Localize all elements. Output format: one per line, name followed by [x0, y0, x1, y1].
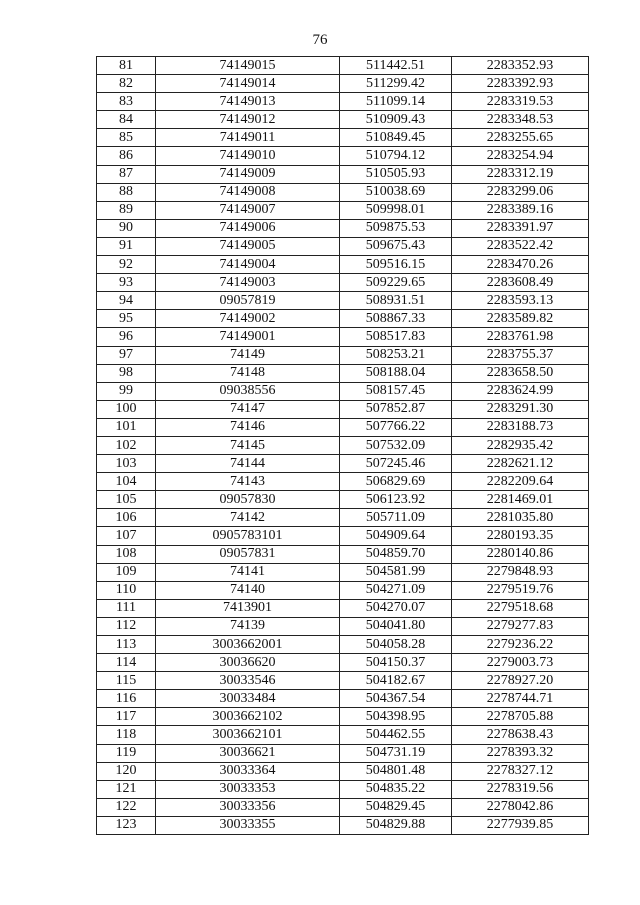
point-id-cell: 74149009: [156, 165, 340, 183]
row-index-cell: 100: [97, 400, 156, 418]
x-coordinate-cell: 504462.55: [340, 726, 452, 744]
y-coordinate-cell: 2278927.20: [452, 672, 589, 690]
y-coordinate-cell: 2282621.12: [452, 455, 589, 473]
y-coordinate-cell: 2283348.53: [452, 111, 589, 129]
table-row: [97, 672, 589, 690]
x-coordinate-cell: 506829.69: [340, 473, 452, 491]
x-coordinate-cell: 504041.80: [340, 617, 452, 635]
row-index-cell: 98: [97, 364, 156, 382]
table-row: [97, 201, 589, 219]
y-coordinate-cell: 2280140.86: [452, 545, 589, 563]
page-number: 76: [312, 32, 328, 48]
table-row: [97, 581, 589, 599]
point-id-cell: 30033546: [156, 672, 340, 690]
row-index-cell: 86: [97, 147, 156, 165]
x-coordinate-cell: 504182.67: [340, 672, 452, 690]
y-coordinate-cell: 2283522.42: [452, 237, 589, 255]
y-coordinate-cell: 2283291.30: [452, 400, 589, 418]
y-coordinate-cell: 2278705.88: [452, 708, 589, 726]
y-coordinate-cell: 2283391.97: [452, 219, 589, 237]
table-row: [97, 364, 589, 382]
y-coordinate-cell: 2283589.82: [452, 310, 589, 328]
point-id-cell: 30033484: [156, 690, 340, 708]
table-row: [97, 473, 589, 491]
row-index-cell: 109: [97, 563, 156, 581]
table-row: [97, 310, 589, 328]
table-row: [97, 617, 589, 635]
y-coordinate-cell: 2277939.85: [452, 816, 589, 834]
point-id-cell: 74141: [156, 563, 340, 581]
x-coordinate-cell: 507766.22: [340, 418, 452, 436]
x-coordinate-cell: 509516.15: [340, 256, 452, 274]
point-id-cell: 74149005: [156, 237, 340, 255]
point-id-cell: 30033355: [156, 816, 340, 834]
row-index-cell: 110: [97, 581, 156, 599]
table-row: [97, 636, 589, 654]
x-coordinate-cell: 504801.48: [340, 762, 452, 780]
table-row: [97, 292, 589, 310]
row-index-cell: 117: [97, 708, 156, 726]
y-coordinate-cell: 2283312.19: [452, 165, 589, 183]
x-coordinate-cell: 509875.53: [340, 219, 452, 237]
point-id-cell: 74149007: [156, 201, 340, 219]
point-id-cell: 74149004: [156, 256, 340, 274]
point-id-cell: 74143: [156, 473, 340, 491]
row-index-cell: 111: [97, 599, 156, 617]
x-coordinate-cell: 508931.51: [340, 292, 452, 310]
point-id-cell: 09057830: [156, 491, 340, 509]
table-row: [97, 816, 589, 834]
row-index-cell: 101: [97, 418, 156, 436]
point-id-cell: 74147: [156, 400, 340, 418]
coordinate-table-body: [97, 57, 589, 835]
table-row: [97, 328, 589, 346]
x-coordinate-cell: 511299.42: [340, 75, 452, 93]
y-coordinate-cell: 2283188.73: [452, 418, 589, 436]
y-coordinate-cell: 2283624.99: [452, 382, 589, 400]
row-index-cell: 104: [97, 473, 156, 491]
x-coordinate-cell: 504581.99: [340, 563, 452, 581]
x-coordinate-cell: 508867.33: [340, 310, 452, 328]
row-index-cell: 107: [97, 527, 156, 545]
y-coordinate-cell: 2279848.93: [452, 563, 589, 581]
y-coordinate-cell: 2283255.65: [452, 129, 589, 147]
point-id-cell: 74149010: [156, 147, 340, 165]
table-row: [97, 274, 589, 292]
point-id-cell: 0905783101: [156, 527, 340, 545]
table-row: [97, 455, 589, 473]
table-row: [97, 527, 589, 545]
x-coordinate-cell: 507245.46: [340, 455, 452, 473]
point-id-cell: 74140: [156, 581, 340, 599]
x-coordinate-cell: 504058.28: [340, 636, 452, 654]
point-id-cell: 74149: [156, 346, 340, 364]
point-id-cell: 3003662102: [156, 708, 340, 726]
x-coordinate-cell: 504150.37: [340, 654, 452, 672]
table-row: [97, 780, 589, 798]
table-row: [97, 183, 589, 201]
row-index-cell: 116: [97, 690, 156, 708]
table-row: [97, 744, 589, 762]
row-index-cell: 103: [97, 455, 156, 473]
x-coordinate-cell: 510038.69: [340, 183, 452, 201]
x-coordinate-cell: 504398.95: [340, 708, 452, 726]
x-coordinate-cell: 504829.88: [340, 816, 452, 834]
coordinate-table: [96, 56, 589, 835]
point-id-cell: 74149003: [156, 274, 340, 292]
row-index-cell: 88: [97, 183, 156, 201]
y-coordinate-cell: 2283608.49: [452, 274, 589, 292]
row-index-cell: 95: [97, 310, 156, 328]
row-index-cell: 113: [97, 636, 156, 654]
x-coordinate-cell: 509998.01: [340, 201, 452, 219]
point-id-cell: 74144: [156, 455, 340, 473]
point-id-cell: 09057819: [156, 292, 340, 310]
table-row: [97, 147, 589, 165]
point-id-cell: 74149002: [156, 310, 340, 328]
row-index-cell: 120: [97, 762, 156, 780]
table-row: [97, 418, 589, 436]
table-row: [97, 129, 589, 147]
row-index-cell: 106: [97, 509, 156, 527]
x-coordinate-cell: 509229.65: [340, 274, 452, 292]
row-index-cell: 118: [97, 726, 156, 744]
point-id-cell: 74146: [156, 418, 340, 436]
row-index-cell: 122: [97, 798, 156, 816]
x-coordinate-cell: 509675.43: [340, 237, 452, 255]
table-row: [97, 346, 589, 364]
x-coordinate-cell: 510505.93: [340, 165, 452, 183]
table-row: [97, 256, 589, 274]
x-coordinate-cell: 508253.21: [340, 346, 452, 364]
y-coordinate-cell: 2282209.64: [452, 473, 589, 491]
x-coordinate-cell: 504270.07: [340, 599, 452, 617]
table-row: [97, 75, 589, 93]
row-index-cell: 112: [97, 617, 156, 635]
point-id-cell: 74149006: [156, 219, 340, 237]
table-row: [97, 545, 589, 563]
y-coordinate-cell: 2281469.01: [452, 491, 589, 509]
row-index-cell: 115: [97, 672, 156, 690]
point-id-cell: 74149012: [156, 111, 340, 129]
x-coordinate-cell: 508517.83: [340, 328, 452, 346]
x-coordinate-cell: 504731.19: [340, 744, 452, 762]
x-coordinate-cell: 510849.45: [340, 129, 452, 147]
row-index-cell: 83: [97, 93, 156, 111]
point-id-cell: 74139: [156, 617, 340, 635]
table-row: [97, 798, 589, 816]
row-index-cell: 114: [97, 654, 156, 672]
x-coordinate-cell: 504829.45: [340, 798, 452, 816]
y-coordinate-cell: 2278319.56: [452, 780, 589, 798]
x-coordinate-cell: 506123.92: [340, 491, 452, 509]
point-id-cell: 74142: [156, 509, 340, 527]
y-coordinate-cell: 2278327.12: [452, 762, 589, 780]
row-index-cell: 121: [97, 780, 156, 798]
table-row: [97, 400, 589, 418]
table-row: [97, 57, 589, 75]
row-index-cell: 87: [97, 165, 156, 183]
x-coordinate-cell: 510909.43: [340, 111, 452, 129]
table-row: [97, 491, 589, 509]
x-coordinate-cell: 504909.64: [340, 527, 452, 545]
y-coordinate-cell: 2283319.53: [452, 93, 589, 111]
table-row: [97, 165, 589, 183]
row-index-cell: 96: [97, 328, 156, 346]
table-row: [97, 436, 589, 454]
coordinate-table-container: [96, 56, 588, 835]
row-index-cell: 89: [97, 201, 156, 219]
point-id-cell: 09057831: [156, 545, 340, 563]
row-index-cell: 105: [97, 491, 156, 509]
x-coordinate-cell: 511099.14: [340, 93, 452, 111]
point-id-cell: 30033353: [156, 780, 340, 798]
point-id-cell: 09038556: [156, 382, 340, 400]
table-row: [97, 690, 589, 708]
row-index-cell: 92: [97, 256, 156, 274]
table-row: [97, 111, 589, 129]
point-id-cell: 74149015: [156, 57, 340, 75]
table-row: [97, 762, 589, 780]
row-index-cell: 97: [97, 346, 156, 364]
point-id-cell: 3003662101: [156, 726, 340, 744]
y-coordinate-cell: 2279003.73: [452, 654, 589, 672]
y-coordinate-cell: 2283761.98: [452, 328, 589, 346]
y-coordinate-cell: 2283352.93: [452, 57, 589, 75]
row-index-cell: 99: [97, 382, 156, 400]
x-coordinate-cell: 508188.04: [340, 364, 452, 382]
row-index-cell: 108: [97, 545, 156, 563]
row-index-cell: 85: [97, 129, 156, 147]
table-row: [97, 654, 589, 672]
x-coordinate-cell: 504835.22: [340, 780, 452, 798]
x-coordinate-cell: 507852.87: [340, 400, 452, 418]
point-id-cell: 74149001: [156, 328, 340, 346]
point-id-cell: 74149014: [156, 75, 340, 93]
y-coordinate-cell: 2283299.06: [452, 183, 589, 201]
table-row: [97, 726, 589, 744]
table-row: [97, 93, 589, 111]
y-coordinate-cell: 2283254.94: [452, 147, 589, 165]
row-index-cell: 123: [97, 816, 156, 834]
row-index-cell: 90: [97, 219, 156, 237]
point-id-cell: 74149011: [156, 129, 340, 147]
point-id-cell: 74148: [156, 364, 340, 382]
table-row: [97, 237, 589, 255]
y-coordinate-cell: 2279277.83: [452, 617, 589, 635]
row-index-cell: 119: [97, 744, 156, 762]
y-coordinate-cell: 2279519.76: [452, 581, 589, 599]
y-coordinate-cell: 2283658.50: [452, 364, 589, 382]
table-row: [97, 599, 589, 617]
x-coordinate-cell: 504859.70: [340, 545, 452, 563]
row-index-cell: 84: [97, 111, 156, 129]
table-row: [97, 382, 589, 400]
y-coordinate-cell: 2283392.93: [452, 75, 589, 93]
row-index-cell: 81: [97, 57, 156, 75]
point-id-cell: 30036620: [156, 654, 340, 672]
y-coordinate-cell: 2278744.71: [452, 690, 589, 708]
y-coordinate-cell: 2278042.86: [452, 798, 589, 816]
table-row: [97, 563, 589, 581]
row-index-cell: 91: [97, 237, 156, 255]
table-row: [97, 219, 589, 237]
point-id-cell: 3003662001: [156, 636, 340, 654]
x-coordinate-cell: 504367.54: [340, 690, 452, 708]
y-coordinate-cell: 2282935.42: [452, 436, 589, 454]
point-id-cell: 74149008: [156, 183, 340, 201]
y-coordinate-cell: 2283470.26: [452, 256, 589, 274]
row-index-cell: 102: [97, 436, 156, 454]
x-coordinate-cell: 510794.12: [340, 147, 452, 165]
y-coordinate-cell: 2279236.22: [452, 636, 589, 654]
y-coordinate-cell: 2278638.43: [452, 726, 589, 744]
x-coordinate-cell: 505711.09: [340, 509, 452, 527]
table-row: [97, 708, 589, 726]
y-coordinate-cell: 2279518.68: [452, 599, 589, 617]
y-coordinate-cell: 2281035.80: [452, 509, 589, 527]
x-coordinate-cell: 508157.45: [340, 382, 452, 400]
point-id-cell: 74145: [156, 436, 340, 454]
y-coordinate-cell: 2283389.16: [452, 201, 589, 219]
point-id-cell: 30033364: [156, 762, 340, 780]
table-row: [97, 509, 589, 527]
x-coordinate-cell: 504271.09: [340, 581, 452, 599]
x-coordinate-cell: 511442.51: [340, 57, 452, 75]
y-coordinate-cell: 2283593.13: [452, 292, 589, 310]
point-id-cell: 7413901: [156, 599, 340, 617]
point-id-cell: 30036621: [156, 744, 340, 762]
x-coordinate-cell: 507532.09: [340, 436, 452, 454]
row-index-cell: 94: [97, 292, 156, 310]
y-coordinate-cell: 2283755.37: [452, 346, 589, 364]
point-id-cell: 74149013: [156, 93, 340, 111]
row-index-cell: 93: [97, 274, 156, 292]
y-coordinate-cell: 2278393.32: [452, 744, 589, 762]
point-id-cell: 30033356: [156, 798, 340, 816]
row-index-cell: 82: [97, 75, 156, 93]
y-coordinate-cell: 2280193.35: [452, 527, 589, 545]
